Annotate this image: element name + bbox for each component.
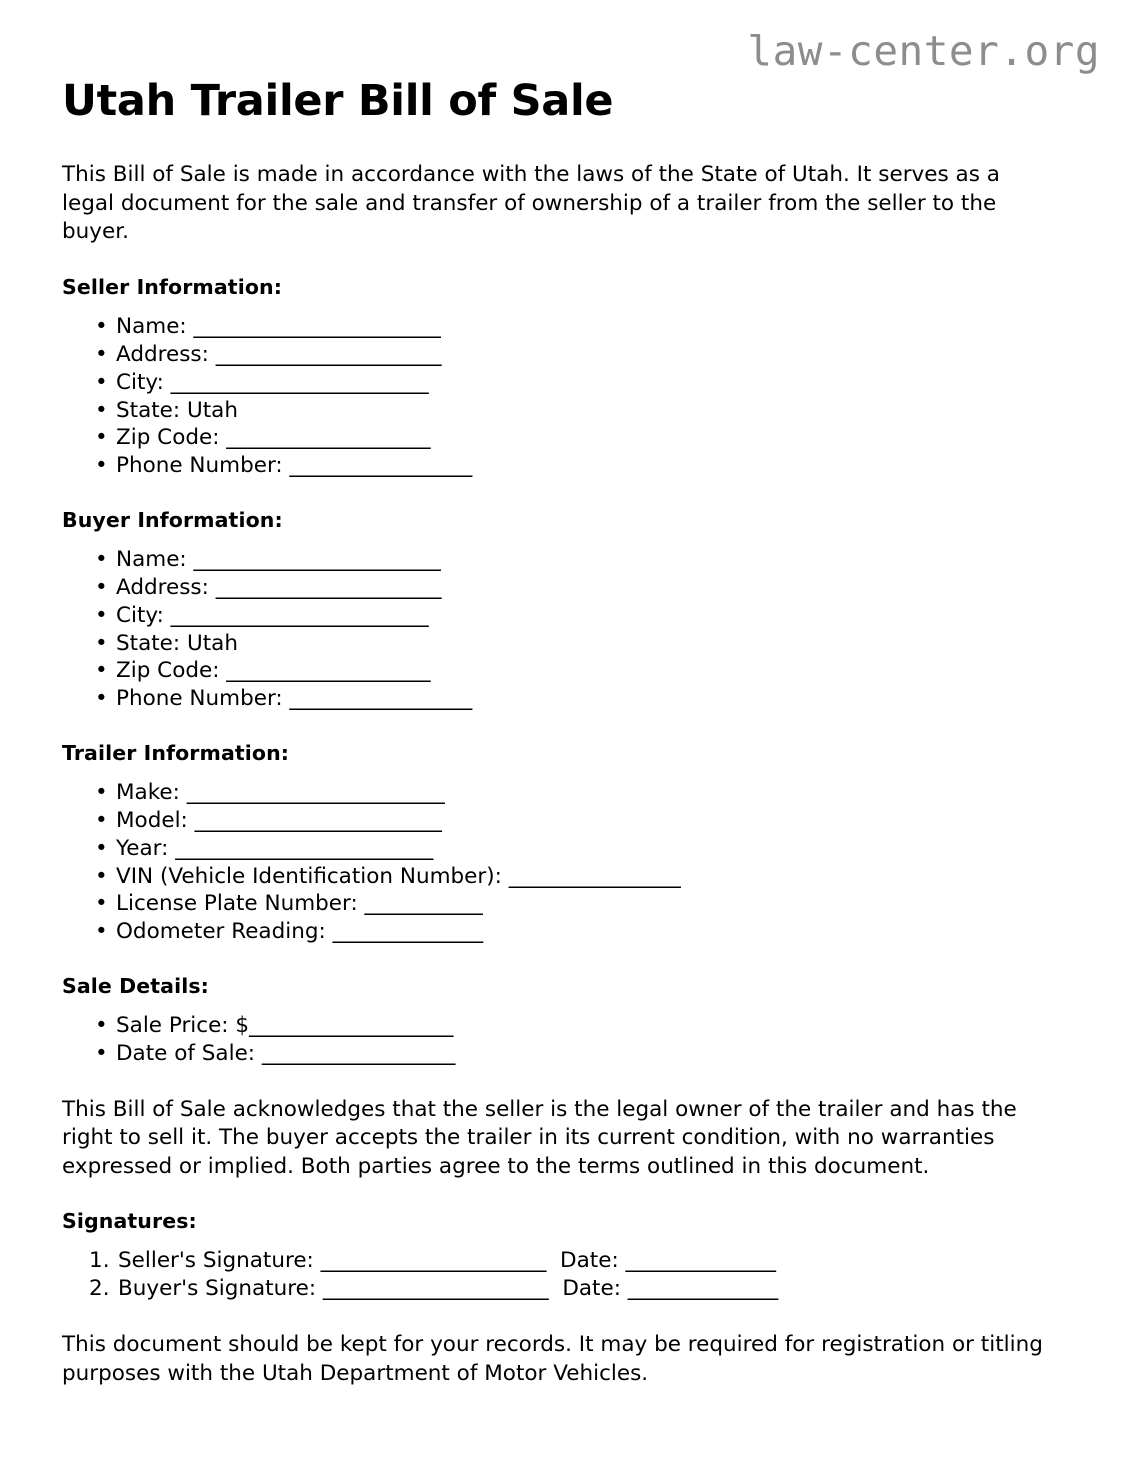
- list-item: • Name: _______________________: [95, 313, 1052, 341]
- list-item: Seller's Signature: _____________________ Date: ______________: [118, 1248, 777, 1274]
- acknowledgment-paragraph: This Bill of Sale acknowledges that the seller is the legal owner of the trailer and has the right to sell it. The buyer accepts the trailer in its current condition, with no warranties expressed or implied. Both parties agree to the terms outlined in this document.: [62, 1096, 1017, 1179]
- list-item: • Phone Number: _________________: [95, 452, 1052, 480]
- site-watermark: law-center.org: [747, 27, 1100, 75]
- list-item: • Phone Number: _________________: [95, 685, 1052, 713]
- seller-information-heading: Seller Information:: [62, 275, 283, 300]
- list-item: • Odometer Reading: ______________: [95, 918, 1052, 946]
- buyer-information-list: [62, 546, 1052, 713]
- list-item: • Zip Code: ___________________: [95, 424, 1052, 452]
- list-item: • Address: _____________________: [95, 341, 1052, 369]
- seller-information-list: [62, 313, 1052, 480]
- list-item: • State: Utah: [95, 397, 1052, 425]
- sale-details-list: [62, 1012, 1052, 1068]
- list-item: • Sale Price: $___________________: [95, 1012, 1052, 1040]
- intro-paragraph: This Bill of Sale is made in accordance with the laws of the State of Utah. It serves as a legal document for the sale and transfer of ownership of a trailer from the seller to the buyer.: [62, 162, 1000, 245]
- list-item: • State: Utah: [95, 630, 1052, 658]
- list-item: • Date of Sale: __________________: [95, 1040, 1052, 1068]
- signatures-list: [62, 1247, 1052, 1303]
- trailer-information-list: [62, 779, 1052, 946]
- list-item: • City: ________________________: [95, 369, 1052, 397]
- signatures-heading: Signatures:: [62, 1209, 197, 1234]
- sale-details-heading: Sale Details:: [62, 973, 209, 998]
- list-item: • Year: ________________________: [95, 835, 1052, 863]
- list-item: • Model: _______________________: [95, 807, 1052, 835]
- list-item: • Zip Code: ___________________: [95, 657, 1052, 685]
- list-item: Buyer's Signature: _____________________ Date: ______________: [118, 1276, 779, 1302]
- list-item: • Make: ________________________: [95, 779, 1052, 807]
- page-title: Utah Trailer Bill of Sale: [62, 76, 614, 126]
- list-item: • VIN (Vehicle Identification Number): ________________: [95, 863, 1052, 891]
- list-item: • City: ________________________: [95, 602, 1052, 630]
- list-item: • License Plate Number: ___________: [95, 890, 1052, 918]
- list-item: • Address: _____________________: [95, 574, 1052, 602]
- trailer-information-heading: Trailer Information:: [62, 741, 290, 766]
- document-content: [62, 78, 1052, 1416]
- list-item: • Name: _______________________: [95, 546, 1052, 574]
- buyer-information-heading: Buyer Information:: [62, 508, 283, 533]
- footer-paragraph: This document should be kept for your records. It may be required for registration or titling purposes with the Utah Department of Motor Vehicles.: [62, 1332, 1043, 1386]
